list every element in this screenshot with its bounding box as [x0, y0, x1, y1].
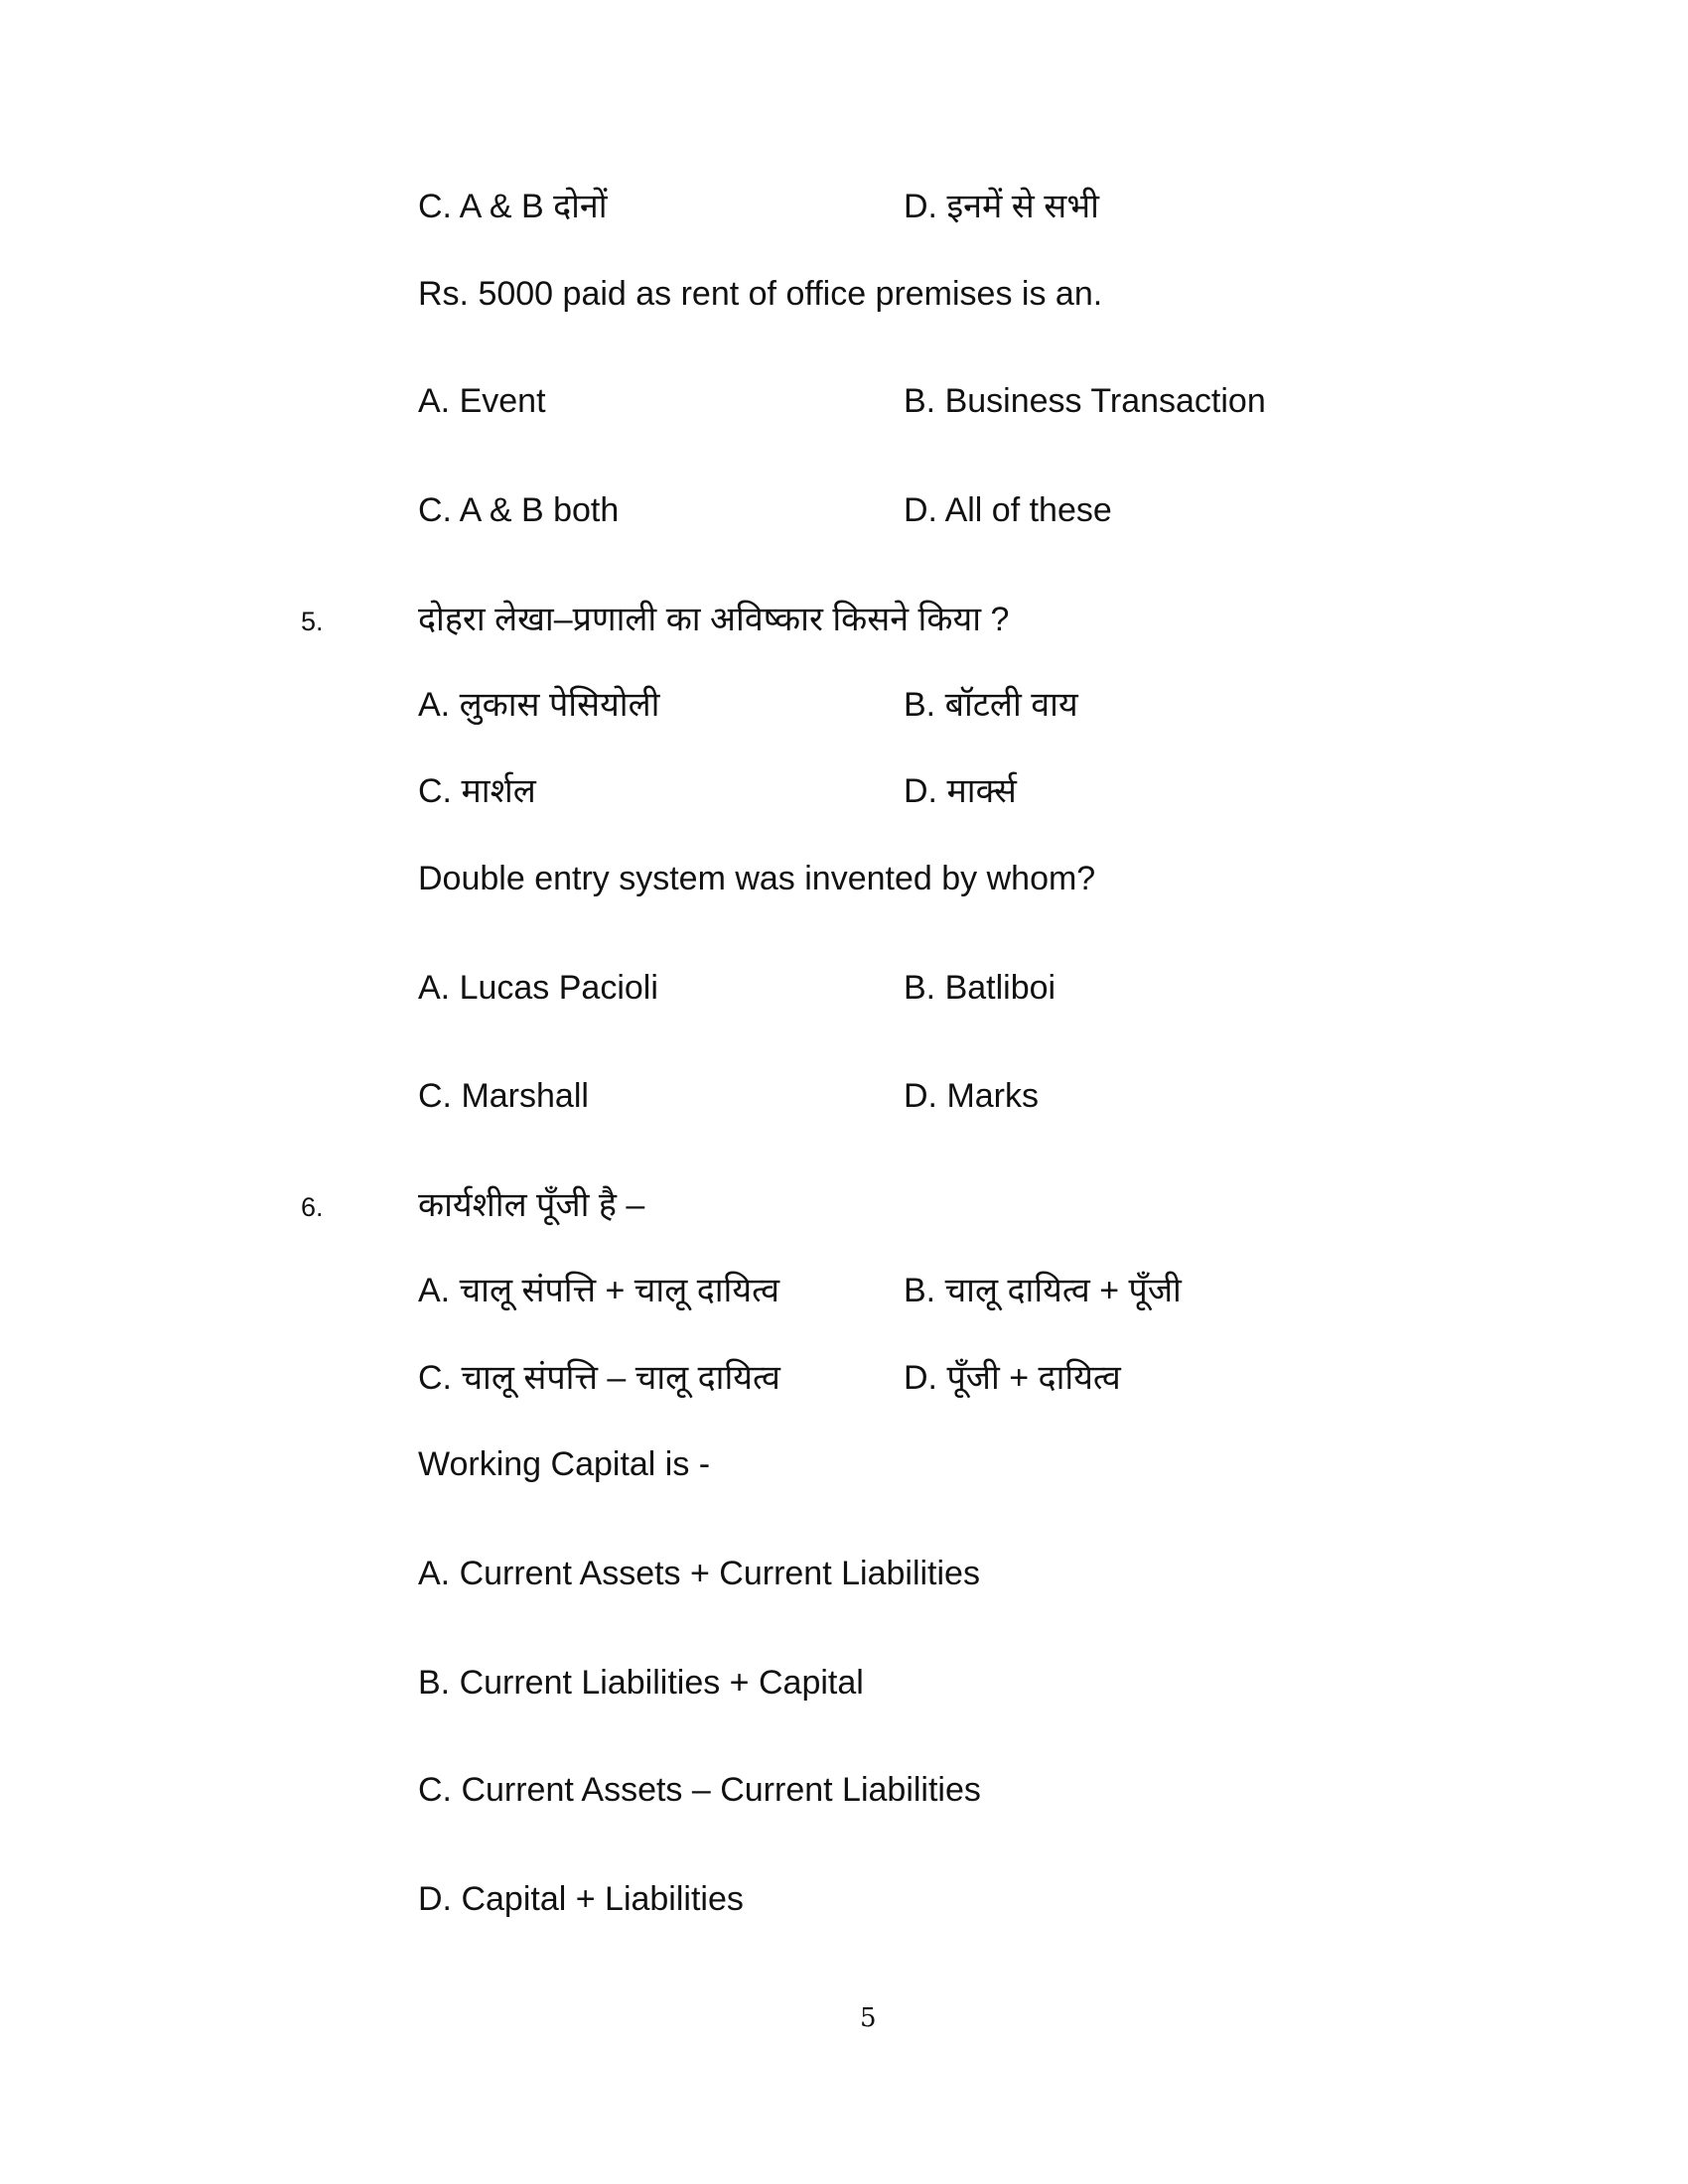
q4-en-option-d: D. All of these — [904, 491, 1112, 529]
q6-en-option-c: C. Current Assets – Current Liabilities — [418, 1771, 981, 1809]
q6-en-option-b: B. Current Liabilities + Capital — [418, 1664, 864, 1702]
q6-hi-option-b: B. चालू दायित्व + पूँजी — [904, 1272, 1182, 1309]
q6-hi-option-a: A. चालू संपत्ति + चालू दायित्व — [418, 1272, 780, 1309]
q5-hi-option-a: A. लुकास पेसियोली — [418, 686, 660, 724]
q5-en-option-a: A. Lucas Pacioli — [418, 969, 658, 1007]
q5-en-option-c: C. Marshall — [418, 1077, 589, 1115]
q6-en-question: Working Capital is - — [418, 1445, 711, 1483]
q4-en-option-a: A. Event — [418, 382, 546, 420]
q5-en-option-d: D. Marks — [904, 1077, 1039, 1115]
q6-hi-option-d: D. पूँजी + दायित्व — [904, 1359, 1121, 1397]
q5-en-question: Double entry system was invented by whom? — [418, 860, 1096, 897]
q5-number: 5. — [301, 607, 324, 636]
q5-hi-option-d: D. मार्क्स — [904, 772, 1017, 810]
q6-number: 6. — [301, 1192, 324, 1222]
q4-hi-option-c: C. A & B दोनों — [418, 188, 608, 225]
q4-en-option-c: C. A & B both — [418, 491, 620, 529]
q4-en-option-b: B. Business Transaction — [904, 382, 1266, 420]
page-number: 5 — [860, 2003, 877, 2033]
q5-hi-option-c: C. मार्शल — [418, 772, 536, 810]
q5-en-option-b: B. Batliboi — [904, 969, 1056, 1007]
q5-hi-option-b: B. बॉटली वाय — [904, 686, 1078, 724]
q6-en-option-d: D. Capital + Liabilities — [418, 1880, 744, 1918]
q4-en-question: Rs. 5000 paid as rent of office premises is an. — [418, 275, 1103, 313]
q6-hi-question: कार्यशील पूँजी है – — [418, 1186, 645, 1224]
q5-hi-question: दोहरा लेखा–प्रणाली का अविष्कार किसने किया ? — [418, 601, 1010, 638]
q6-en-option-a: A. Current Assets + Current Liabilities — [418, 1555, 980, 1592]
q6-hi-option-c: C. चालू संपत्ति – चालू दायित्व — [418, 1359, 780, 1397]
q4-hi-option-d: D. इनमें से सभी — [904, 188, 1099, 225]
